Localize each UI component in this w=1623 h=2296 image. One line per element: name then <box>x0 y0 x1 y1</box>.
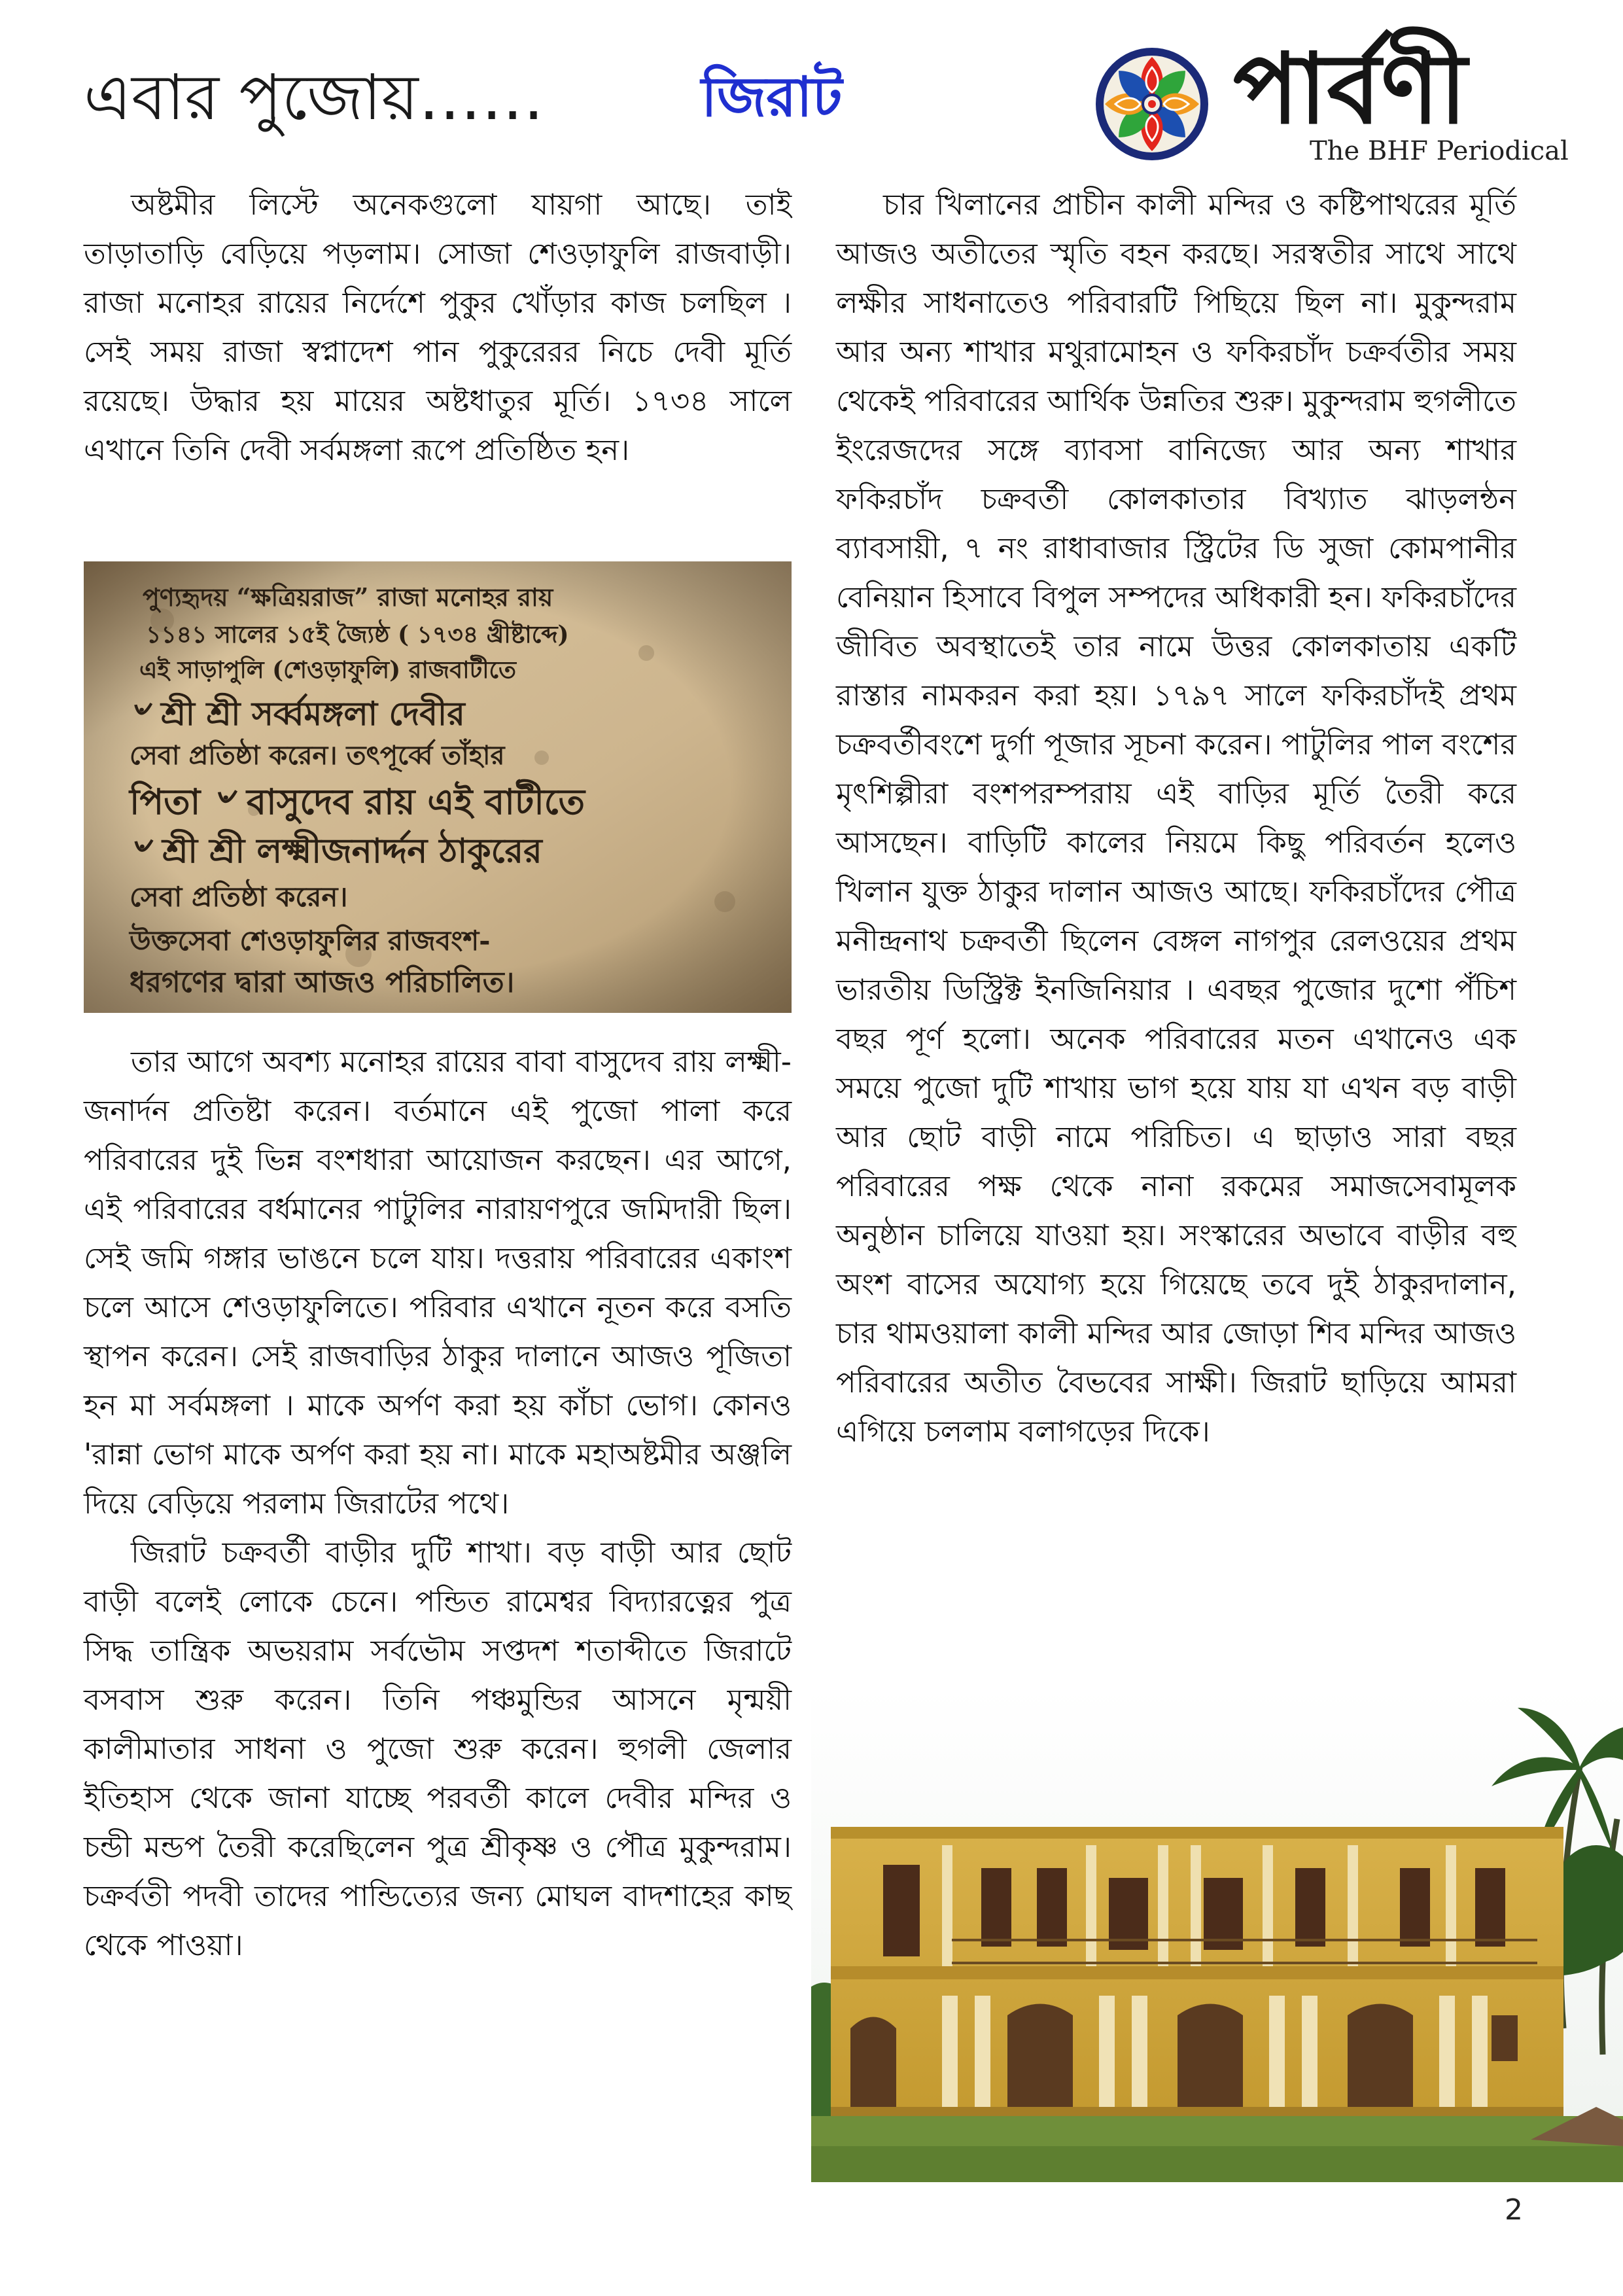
plaque-line: উক্তসেবা শেওড়াফুলির রাজবংশ- <box>130 925 491 957</box>
plaque-photo <box>84 561 792 1013</box>
plaque-line: সেবা প্রতিষ্ঠা করেন। <box>130 881 348 913</box>
house-photo <box>811 1688 1623 2182</box>
plaque-line: ৺ শ্রী শ্রী লক্ষ্মীজনার্দ্দন ঠাকুরের <box>130 831 542 871</box>
logo-name: পার্বণী <box>1233 33 1467 145</box>
paragraph: অষ্টমীর লিস্টে অনেকগুলো যায়গা আছে। তাই তাড়াতাড়ি বেড়িয়ে পড়লাম। সোজা শেওড়াফুলি রাজবাড়ী। রাজা মনোহর রায়ের নির্দেশে পুকুর খোঁড়ার কাজ চলছিল । সেই সময় রাজা স্বপ্নাদেশ পান পুকুরেরর নিচে দেবী মূর্তি রয়েছে। উদ্ধার হয় মায়ের অষ্টধাতুর মূর্তি। ১৭৩৪ সালে এখানে তিনি দেবী সর্বমঙ্গলা রূপে প্রতিষ্ঠিত হন। <box>84 187 792 467</box>
series-title: এবার পুজোয়…… <box>84 61 544 134</box>
plaque-line: এই সাড়াপুলি (শেওড়াফুলি) রাজবাটীতে <box>139 656 516 684</box>
place-title: জিরাট <box>701 65 843 129</box>
right-column <box>836 180 1516 1456</box>
plaque-line: ধরগণের দ্বারা আজও পরিচালিত। <box>130 966 515 999</box>
page-number: 2 <box>1505 2193 1523 2227</box>
paragraph: তার আগে অবশ্য মনোহর রায়ের বাবা বাসুদেব রায় লক্ষ্মী-জনার্দন প্রতিষ্টা করেন। বর্তমানে এই পুজো পালা করে পরিবারের দুই ভিন্ন বংশধারা আয়োজন করছেন। এর আগে, এই পরিবারের বর্ধমানের পাটুলির নারায়ণপুরে জমিদারী ছিল। সেই জমি গঙ্গার ভাঙনে চলে যায়। দত্তরায় পরিবারের একাংশ চলে আসে শেওড়াফুলিতে। পরিবার এখানে নূতন করে বসতি স্থাপন করেন। সেই রাজবাড়ির ঠাকুর দালানে আজও পূজিতা হন মা সর্বমঙ্গলা । মাকে অর্পণ করা হয় কাঁচা ভোগ। কোনও 'রান্না ভোগ মাকে অর্পণ করা হয় না। মাকে মহাঅষ্টমীর অঞ্জলি দিয়ে বেড়িয়ে পরলাম জিরাটের পথে। <box>84 1044 792 1521</box>
plaque-line: ৺ শ্রী শ্রী সর্ব্বমঙ্গলা দেবীর <box>130 694 465 733</box>
left-column-top <box>84 180 792 474</box>
logo-subtitle: The BHF Periodical <box>1310 136 1569 166</box>
paragraph: চার খিলানের প্রাচীন কালী মন্দির ও কষ্টিপাথরের মূর্তি আজও অতীতের স্মৃতি বহন করছে। সরস্বতীর সাথে সাথে লক্ষীর সাধনাতেও পরিবারটি পিছিয়ে ছিল না। মুকুন্দরাম আর অন্য শাখার মথুরামোহন ও ফকিরচাঁদ চক্রর্বতীর সময় থেকেই পরিবারের আর্থিক উন্নতির শুরু। মুকুন্দরাম হুগলীতে ইংরেজদের সঙ্গে ব্যাবসা বানিজ্যে আর অন্য শাখার ফকিরচাঁদ চক্রবর্তী কোলকাতার বিখ্যাত ঝাড়লন্ঠন ব্যাবসায়ী, ৭ নং রাধাবাজার স্ট্রিটের ডি সুজা কোমপানীর বেনিয়ান হিসাবে বিপুল সম্পদের অধিকারী হন। ফকিরচাঁদের জীবিত অবস্থাতেই তার নামে উত্তর কোলকাতায় একটি রাস্তার নামকরন করা হয়। ১৭৯৭ সালে ফকিরচাঁদই প্রথম চক্রবর্তীবংশে দুর্গা পূজার সূচনা করেন। পাটুলির পাল বংশের মৃৎশিল্পীরা বংশপরম্পরায় এই বাড়ির মূর্তি তৈরী করে আসছেন। বাড়িটি কালের নিয়মে কিছু পরিবর্তন হলেও খিলান যুক্ত ঠাকুর দালান আজও আছে। ফকিরচাঁদের পৌত্র মনীন্দ্রনাথ চক্রবর্তী ছিলেন বেঙ্গল নাগপুর রেলওয়ের প্রথম ভারতীয় ডিস্ট্রিক্ট ইনজিনিয়ার । এবছর পুজোর দুশো পঁচিশ বছর পূর্ণ হলো। অনেক পরিবারের মতন এখানেও এক সময়ে পুজো দুটি শাখায় ভাগ হয়ে যায় যা এখন বড় বাড়ী আর ছোট বাড়ী নামে পরিচিত। এ ছাড়াও সারা বছর পরিবারের পক্ষ থেকে নানা রকমের সমাজসেবামূলক অনুষ্ঠান চালিয়ে যাওয়া হয়। সংস্কারের অভাবে বাড়ীর বহু অংশ বাসের অযোগ্য হয়ে গিয়েছে তবে দুই ঠাকুরদালান, চার থামওয়ালা কালী মন্দির আর জোড়া শিব মন্দির আজও পরিবারের অতীত বৈভবের সাক্ষী। জিরাট ছাড়িয়ে আমরা এগিয়ে চললাম বলাগড়ের দিকে। <box>836 187 1516 1449</box>
plaque-line: ১১৪১ সালের ১৫ই জ্যৈষ্ঠ ( ১৭৩৪ খ্রীষ্টাব্দে) <box>146 621 569 648</box>
plaque-line: পুণ্যহৃদয় “ক্ষত্রিয়রাজ” রাজা মনোহর রায় <box>143 582 553 612</box>
mandala-logo-icon <box>1094 46 1210 162</box>
left-column-bottom <box>84 1037 792 1969</box>
plaque-line: পিতা ৺ বাসুদেব রায় এই বাটীতে <box>130 781 585 822</box>
paragraph: জিরাট চক্রবর্তী বাড়ীর দুটি শাখা। বড় বাড়ী আর ছোট বাড়ী বলেই লোকে চেনে। পন্ডিত রামেশ্বর বিদ্যারত্নের পুত্র সিদ্ধ তান্ত্রিক অভয়রাম সর্বভৌম সপ্তদশ শতাব্দীতে জিরাটে বসবাস শুরু করেন। তিনি পঞ্চমুন্ডির আসনে মৃন্ময়ী কালীমাতার সাধনা ও পুজো শুরু করেন। হুগলী জেলার ইতিহাস থেকে জানা যাচ্ছে পরবর্তী কালে দেবীর মন্দির ও চন্ডী মন্ডপ তৈরী করেছিলেন পুত্র শ্রীকৃষ্ণ ও পৌত্র মুকুন্দরাম। চক্রর্বতী পদবী তাদের পান্ডিত্যের জন্য মোঘল বাদশাহের কাছ থেকে পাওয়া। <box>84 1535 792 1962</box>
plaque-line: সেবা প্রতিষ্ঠা করেন। তৎপূর্ব্বে তাঁহার <box>130 740 505 771</box>
